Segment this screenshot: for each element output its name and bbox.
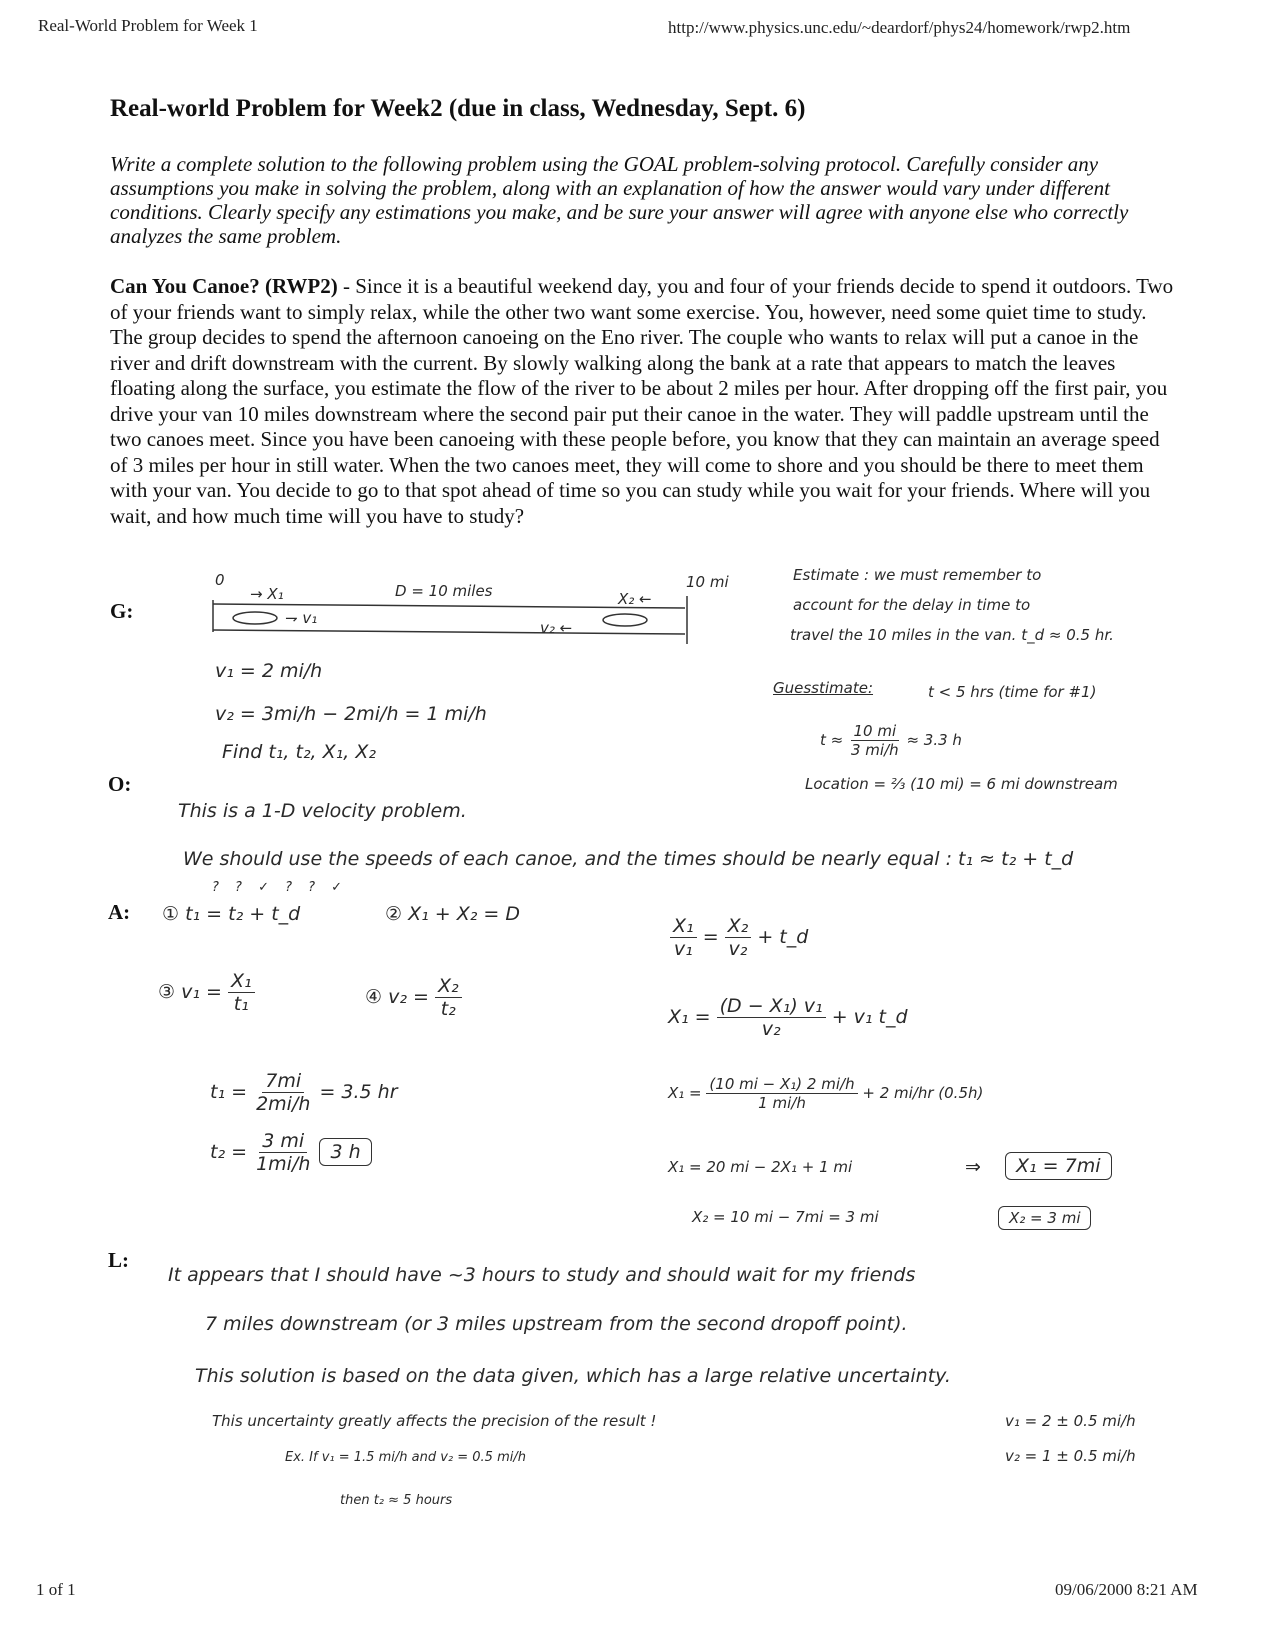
diagram-x2: X₂ ← <box>618 590 652 608</box>
derivation-step-4: X₁ = 20 mi − 2X₁ + 1 mi <box>668 1158 853 1176</box>
result-t1: t₁ = $\frac{7mi}{2mi/h}$ = 3.5 hr <box>210 1070 398 1115</box>
problem-statement <box>110 274 1180 529</box>
answer-x2: X₂ = 3 mi <box>998 1206 1091 1230</box>
guesstimate-time-result: ≈ 3.3 h <box>906 731 962 749</box>
guesstimate-fraction: $\frac{10 mi}{3 mi/h}$ <box>851 722 899 759</box>
equation-3: ③ v₁ = $\frac{\text{X₁}}{\text{t₁}}$ <box>158 970 255 1015</box>
given-find: Find t₁, t₂, X₁, X₂ <box>222 741 376 763</box>
equation-1: ① t₁ = t₂ + t_d <box>162 903 301 925</box>
learn-line-1: It appears that I should have ~3 hours to study and should wait for my friends <box>168 1264 916 1286</box>
page-header-title: Real-World Problem for Week 1 <box>38 16 258 35</box>
result-t2: t₂ = $\frac{3 mi}{1mi/h}$ 3 h <box>210 1130 372 1175</box>
given-v2: v₂ = 3mi/h − 2mi/h = 1 mi/h <box>215 703 487 725</box>
given-v1: v₁ = 2 mi/h <box>215 660 323 682</box>
print-timestamp: 09/06/2000 8:21 AM <box>1055 1580 1198 1599</box>
instructions: Write a complete solution to the following problem using the GOAL problem-solving protocol. Carefully consider any assumptions you make in solving the problem, along with an explanation of how the answer would vary under different conditions. Clearly specify any estimations you make, and be sure your answer will agree with anyone else who correctly analyzes the same problem. <box>110 152 1129 248</box>
diagram-v2: v₂ ← <box>540 619 573 637</box>
learn-line-3: This solution is based on the data given, which has a large relative uncertainty. <box>195 1365 951 1387</box>
learn-line-4: This uncertainty greatly affects the precision of the result ! <box>212 1412 657 1430</box>
derivation-step-1: $\frac{\text{X₁}}{\text{v₁}}$ = $\frac{\text{X₂}}{\text{v₂}}$ + t_d <box>670 915 808 960</box>
learn-line-2: 7 miles downstream (or 3 miles upstream from the second dropoff point). <box>205 1313 908 1335</box>
label-gather: G: <box>110 599 134 623</box>
label-learn: L: <box>108 1248 129 1272</box>
guesstimate-location: Location = ⅔ (10 mi) = 6 mi downstream <box>805 775 1118 793</box>
estimate-line-3: travel the 10 miles in the van. t_d ≈ 0.5 hr. <box>790 626 1114 644</box>
diagram-distance: D = 10 miles <box>395 582 493 600</box>
diagram-v1: ⇁ v₁ <box>285 609 318 627</box>
unknown-check-marks: ? ? ✓ ? ? ✓ <box>212 880 349 895</box>
guesstimate-time-bound: t < 5 hrs (time for #1) <box>928 683 1097 701</box>
equation-4: ④ v₂ = $\frac{\text{X₂}}{\text{t₂}}$ <box>365 975 462 1020</box>
label-organize: O: <box>108 772 132 796</box>
estimate-line-2: account for the delay in time to <box>793 596 1031 614</box>
equation-2: ② X₁ + X₂ = D <box>385 903 520 925</box>
page-title: Real-world Problem for Week2 (due in class, Wednesday, Sept. 6) <box>110 95 806 122</box>
organize-line-1: This is a 1-D velocity problem. <box>178 800 467 822</box>
problem-heading: Can You Canoe? (RWP2) <box>110 274 338 298</box>
derivation-step-5: X₂ = 10 mi − 7mi = 3 mi <box>692 1208 879 1226</box>
label-analyze: A: <box>108 900 131 924</box>
page-count: 1 of 1 <box>36 1580 76 1599</box>
uncertainty-v1: v₁ = 2 ± 0.5 mi/h <box>1005 1412 1136 1430</box>
problem-body: - Since it is a beautiful weekend day, you and four of your friends decide to spend it outdoors. Two of your friends want to simply relax, while the other two want some exercise. You, however, need some quiet time to study. The group decides to spend the afternoon canoeing on the Eno river. The couple who wants to relax will put a canoe in the river and drift downstream with the current. By slowly walking along the bank at a rate that appears to match the leaves floating along the surface, you estimate the flow of the river to be about 2 miles per hour. After dropping off the first pair, you drive your van 10 miles downstream where the second pair put their canoe in the water. They will paddle upstream until the two canoes meet. Since you have been canoeing with these people before, you know that they can maintain an average speed of 3 miles per hour in still water. When the two canoes meet, they will come to shore and you should be there to meet them with your van. You decide to go to that spot ahead of time so you can study while you wait for your friends. Where will you wait, and how much time will you have to study? <box>110 274 1174 528</box>
diagram-end: 10 mi <box>686 573 729 591</box>
derivation-step-3: X₁ = $\frac{\text{(10 mi − X₁) 2 mi/h}}{1 mi/h}$ + 2 mi/hr (0.5h) <box>668 1075 984 1112</box>
uncertainty-v2: v₂ = 1 ± 0.5 mi/h <box>1005 1447 1136 1465</box>
example-condition: Ex. If v₁ = 1.5 mi/h and v₂ = 0.5 mi/h <box>285 1450 526 1465</box>
derivation-step-2: X₁ = $\frac{\text{(D − X₁) v₁}}{\text{v₂}}$ + v₁ t_d <box>668 995 908 1040</box>
estimate-line-1: Estimate : we must remember to <box>793 566 1042 584</box>
answer-t2: 3 h <box>319 1138 371 1166</box>
organize-line-2: We should use the speeds of each canoe, and the times should be nearly equal : t₁ ≈ t₂ + t_d <box>183 848 1074 870</box>
example-result: then t₂ ≈ 5 hours <box>340 1493 453 1508</box>
guesstimate-time-lhs: t ≈ <box>820 731 844 749</box>
page-header-url[interactable]: http://www.physics.unc.edu/~deardorf/phys24/homework/rwp2.htm <box>668 18 1131 37</box>
diagram-x1: → X₁ <box>250 585 284 603</box>
diagram-origin: 0 <box>215 571 225 589</box>
guesstimate-time <box>820 722 962 759</box>
guesstimate-label: Guesstimate: <box>773 679 874 697</box>
implies-arrow: ⇒ <box>965 1156 981 1178</box>
answer-x1: X₁ = 7mi <box>1005 1152 1112 1180</box>
